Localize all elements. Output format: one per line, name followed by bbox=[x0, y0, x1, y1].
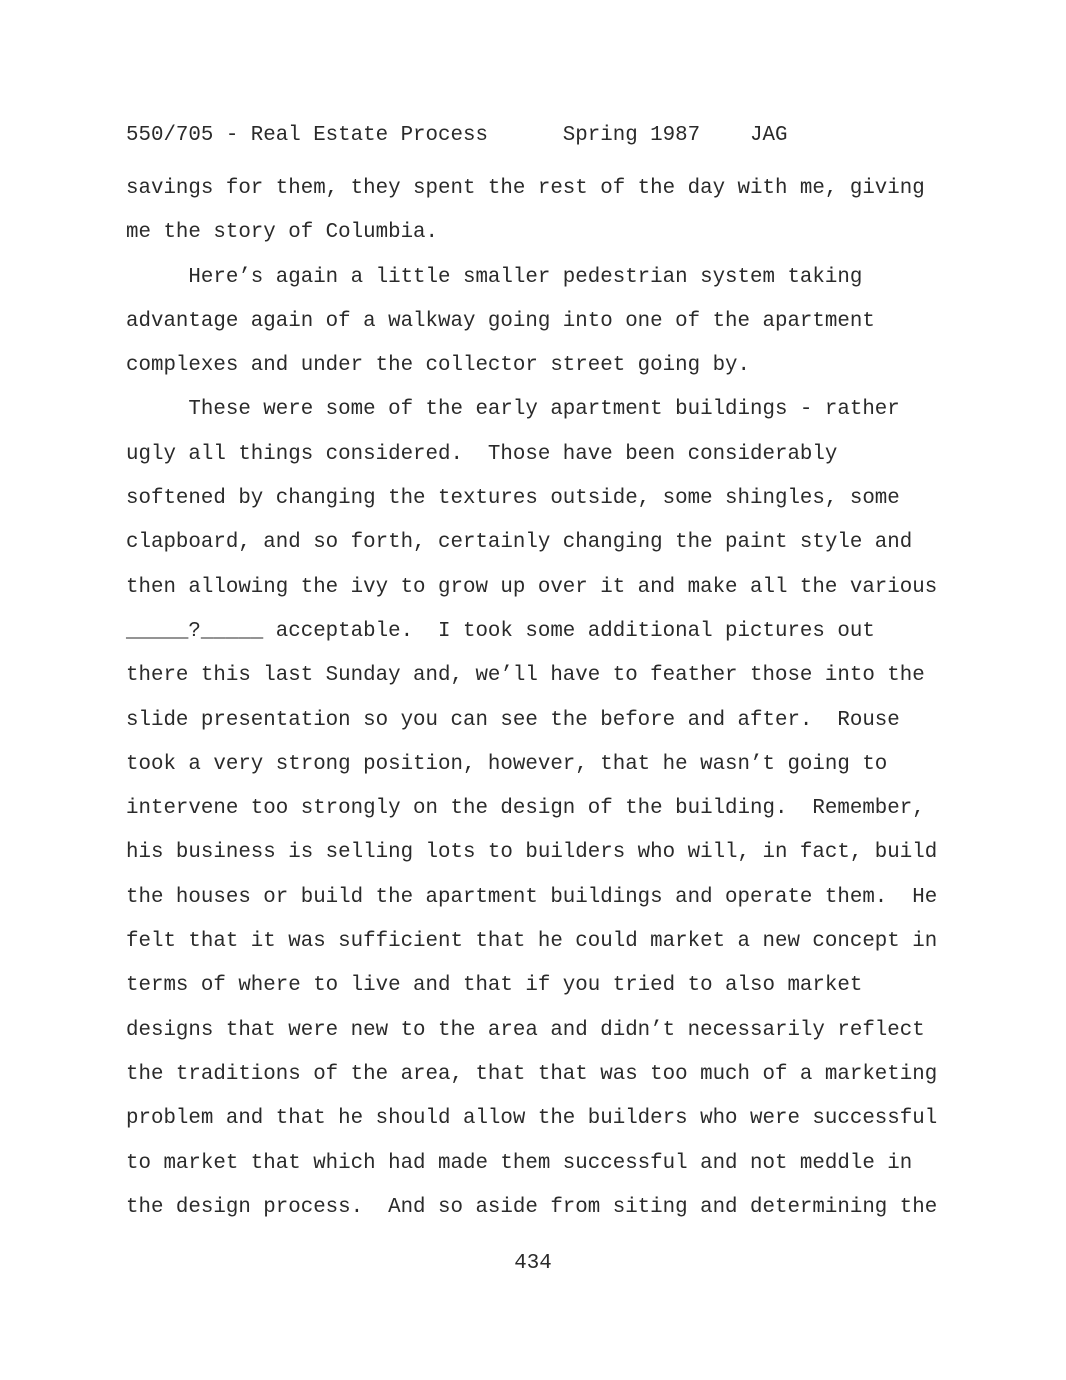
text-line: felt that it was sufficient that he could market a new concept in bbox=[126, 930, 938, 954]
text-line: his business is selling lots to builders who will, in fact, build bbox=[126, 841, 938, 865]
text-line: These were some of the early apartment buildings - rather bbox=[126, 398, 900, 422]
text-line: the houses or build the apartment buildings and operate them. He bbox=[126, 885, 938, 909]
body-text bbox=[126, 167, 956, 1230]
text-line: terms of where to live and that if you tried to also market bbox=[126, 974, 863, 998]
text-line: complexes and under the collector street going by. bbox=[126, 354, 751, 378]
text-line: took a very strong position, however, that he wasn’t going to bbox=[126, 752, 888, 776]
text-line: me the story of Columbia. bbox=[126, 221, 439, 245]
text-line: savings for them, they spent the rest of the day with me, giving bbox=[126, 177, 925, 200]
text-line: the traditions of the area, that that was too much of a marketing bbox=[126, 1062, 938, 1086]
text-line: softened by changing the textures outside, some shingles, some bbox=[126, 487, 900, 511]
text-line: _____?_____ acceptable. I took some additional pictures out bbox=[126, 619, 875, 643]
text-line: slide presentation so you can see the before and after. Rouse bbox=[126, 708, 900, 732]
text-line: problem and that he should allow the builders who were successful bbox=[126, 1107, 938, 1131]
text-line: there this last Sunday and, we’ll have to feather those into the bbox=[126, 664, 925, 688]
page-header: 550/705 - Real Estate Process Spring 1987 JAG bbox=[126, 124, 788, 147]
text-line: intervene too strongly on the design of the building. Remember, bbox=[126, 797, 925, 821]
text-line: the design process. And so aside from siting and determining the bbox=[126, 1195, 938, 1219]
text-line: Here’s again a little smaller pedestrian system taking bbox=[126, 265, 863, 289]
text-line: to market that which had made them successful and not meddle in bbox=[126, 1151, 913, 1175]
text-line: clapboard, and so forth, certainly changing the paint style and bbox=[126, 531, 913, 555]
text-line: ugly all things considered. Those have been considerably bbox=[126, 442, 838, 466]
text-line: designs that were new to the area and didn’t necessarily reflect bbox=[126, 1018, 925, 1042]
text-line: advantage again of a walkway going into one of the apartment bbox=[126, 309, 875, 333]
text-line: then allowing the ivy to grow up over it and make all the various bbox=[126, 575, 938, 599]
page-number: 434 bbox=[514, 1252, 552, 1275]
